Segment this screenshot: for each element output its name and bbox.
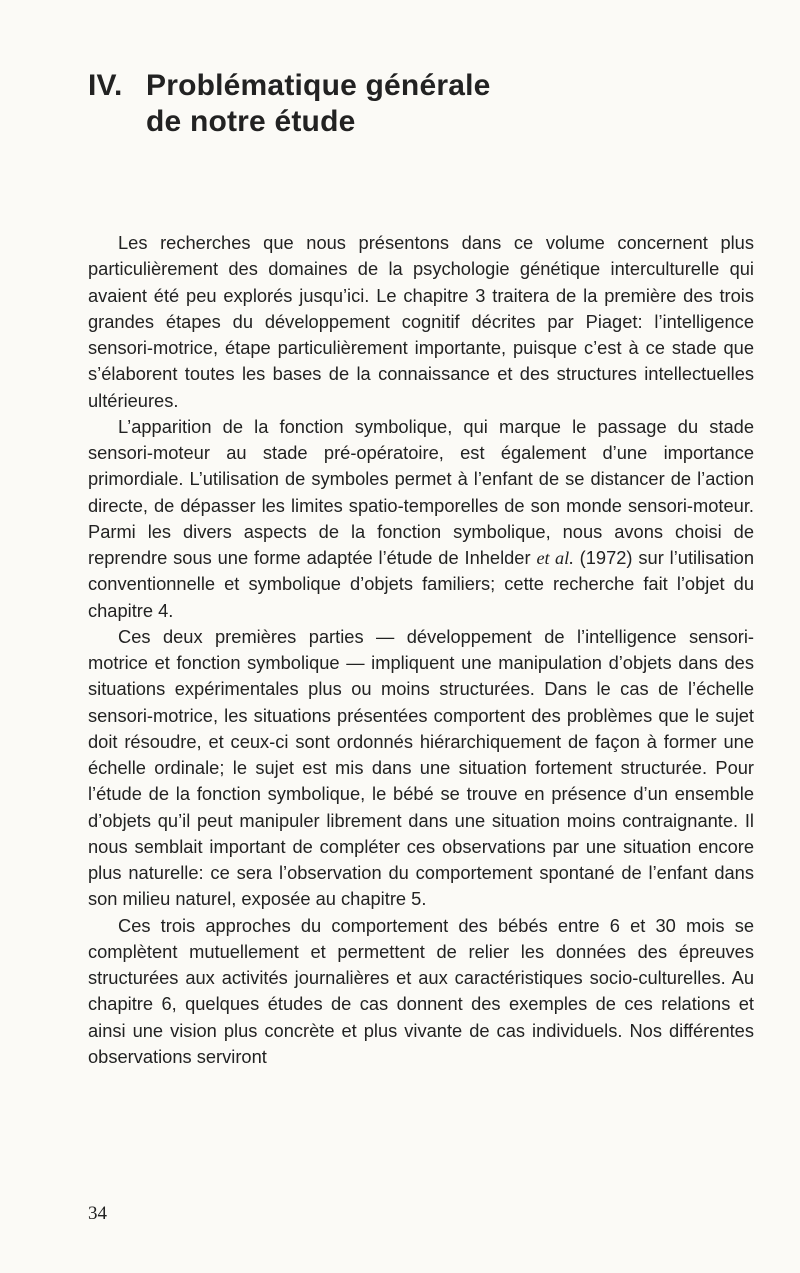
paragraph-2-text-end: (1972) sur l’utilisation conventionnelle et symbolique d’objets familiers; cette recherche fait l’objet du chapitre 4. [88, 547, 754, 621]
section-title-line-2: de notre étude [146, 105, 356, 139]
paragraph-4: Ces trois approches du comportement des bébés entre 6 et 30 mois se complètent mutuellement et permettent de relier les données des épreuves structurées aux activités journalières et aux caractéristiques socio-culturelles. Au chapitre 6, quelques études de cas donnent des exemples de ces relations et ainsi une vision plus concrète et plus vivante de cas individuels. Nos différentes observations serviront [88, 914, 754, 1067]
paragraph-2 [88, 414, 754, 624]
paragraph-1: Les recherches que nous présentons dans ce volume concernent plus particulièrement des domaines de la psychologie génétique interculturelle qui avaient été peu explorés jusqu’ici. Le chapitre 3 traitera de la première des trois grandes étapes du développement cognitif décrites par Piaget: l’intelligence sensori-motrice, étape particulièrement importante, puisque c’est à ce stade que s’élaborent toutes les bases de la connaissance et des structures intellectuelles ultérieures. [88, 232, 754, 411]
paragraph-3: Ces deux premières parties — développement de l’intelligence sensori-motrice et fonction symbolique — impliquent une manipulation d’objets dans des situations expérimentales plus ou moins structurées. Dans le cas de l’échelle sensori-motrice, les situations présentées comportent des problèmes que le sujet doit résoudre, et ceux-ci sont ordonnés hiérarchiquement de façon à former une échelle ordinale; le sujet est mis dans une situation fortement structurée. Pour l’étude de la fonction symbolique, le bébé se trouve en présence d’un ensemble d’objets qu’il peut manipuler librement dans une situation moins contraignante. Il nous semblait important de compléter ces observations par une situation encore plus naturelle: ce sera l’observation du comportement spontané de l’enfant dans son milieu naturel, exposée au chapitre 5. [88, 625, 754, 910]
page-number: 34 [88, 1203, 107, 1224]
body-text [88, 230, 754, 1070]
section-title-line-1: Problématique générale [146, 69, 491, 103]
section-heading [88, 68, 728, 140]
paragraph-2-text-start: L’apparition de la fonction symbolique, qui marque le passage du stade sensori-moteur au stade pré-opératoire, est également d’une importance primordiale. L’utilisation de symboles permet à l’enfant de se distancer de l’action directe, de dépasser les limites spatio-temporelles de son monde sensori-moteur. Parmi les divers aspects de la fonction symbolique, nous avons choisi de reprendre sous une forme adaptée l’étude de Inhelder [88, 415, 754, 568]
section-number: IV. [88, 69, 123, 103]
citation-et-al: et al. [536, 548, 574, 568]
